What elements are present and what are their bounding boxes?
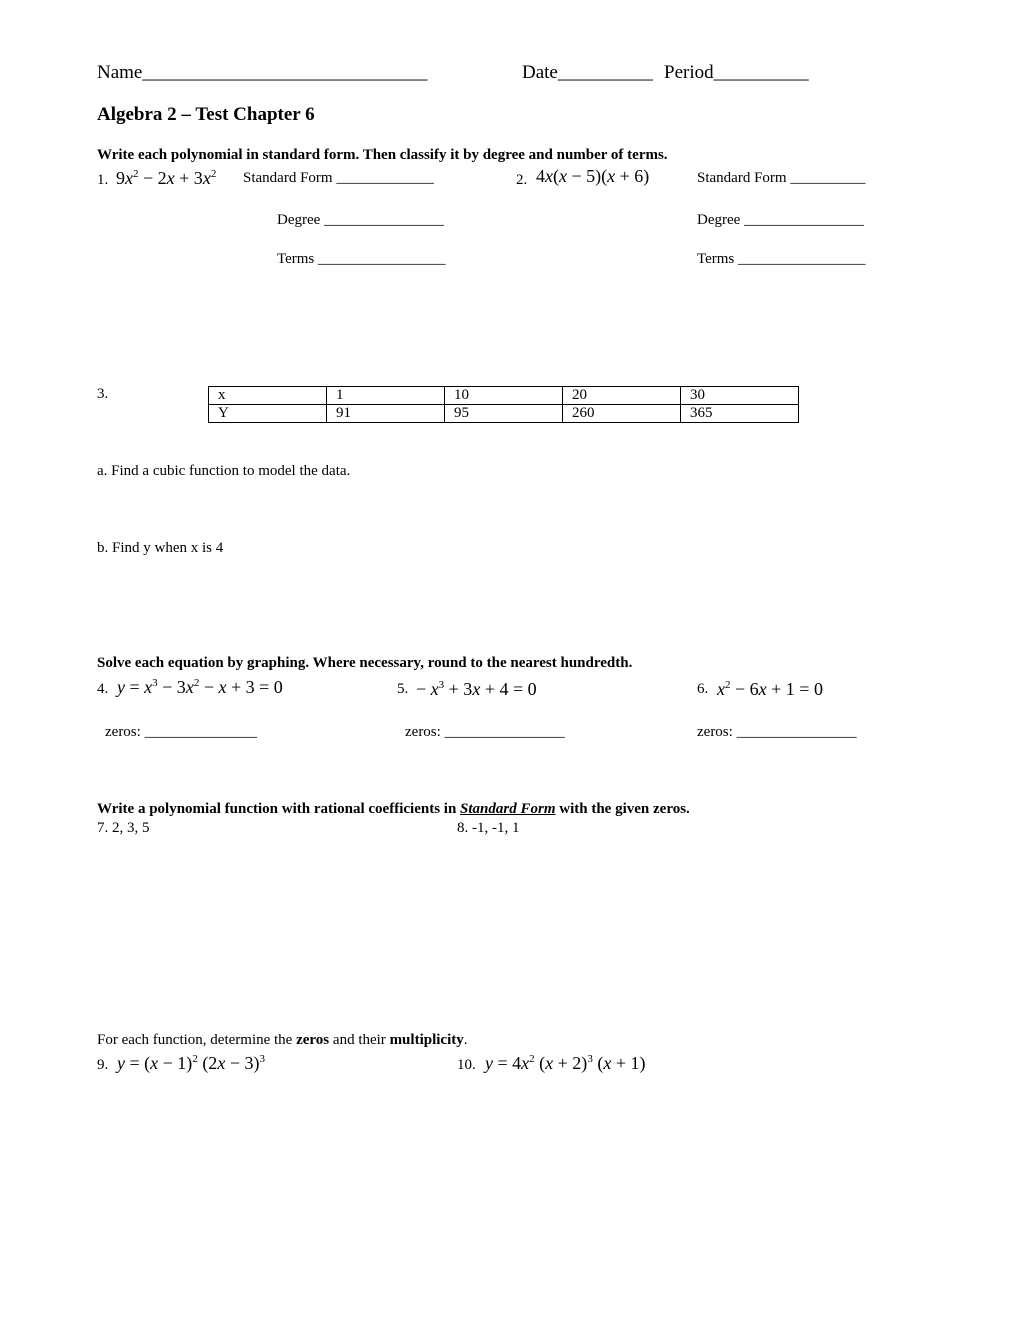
q2-standard-form-field[interactable]: Standard Form __________ <box>697 170 866 186</box>
q3-part-a: a. Find a cubic function to model the data. <box>97 463 351 479</box>
date-field[interactable]: Date__________ <box>522 62 653 83</box>
q10-number: 10. <box>457 1057 476 1073</box>
table-cell: 1 <box>327 387 445 405</box>
table-cell: x <box>209 387 327 405</box>
q9-number: 9. <box>97 1057 109 1073</box>
section5-instruction <box>97 1032 467 1049</box>
q9-function: $y = (x - 1)^2$ $(2x - 3)^3$ <box>117 1053 265 1073</box>
table-cell: 95 <box>445 405 563 423</box>
zeros-emphasis: zeros <box>296 1032 330 1048</box>
instruction-text: For each function, determine the <box>97 1032 293 1048</box>
table-cell: 20 <box>563 387 681 405</box>
q4-number: 4. <box>97 681 109 697</box>
q10-function: $y = 4x^2$ $(x + 2)^3$ (x + 1) <box>485 1053 646 1073</box>
q7-zeros: 7. 2, 3, 5 <box>97 820 150 836</box>
q5-equation: − $x^3 + 3x + 4 = 0$ <box>416 679 537 699</box>
q2-expression: 4x(x − 5)(x + 6) <box>536 166 650 186</box>
instruction-text: with the given zeros. <box>559 801 690 817</box>
instruction-text: Write a polynomial function with rational coefficients in <box>97 801 457 817</box>
q6-number: 6. <box>697 681 709 697</box>
instruction-text: and their <box>332 1032 386 1048</box>
data-table <box>208 386 799 423</box>
instruction-text: . <box>463 1032 468 1048</box>
multiplicity-emphasis: multiplicity <box>389 1032 464 1048</box>
table-cell: 30 <box>681 387 799 405</box>
q2-degree-field[interactable]: Degree ________________ <box>697 212 865 228</box>
table-row <box>209 405 799 423</box>
name-field[interactable]: Name______________________________ <box>97 62 428 83</box>
q1-expression: $9x^2 - 2x + 3x^2$ <box>116 168 217 188</box>
table-cell: 10 <box>445 387 563 405</box>
table-cell: 365 <box>681 405 799 423</box>
q2-terms-field[interactable]: Terms _________________ <box>697 251 866 267</box>
q6-equation: $x^2 - 6x + 1 = 0$ <box>717 679 823 699</box>
period-field[interactable]: Period__________ <box>664 62 809 83</box>
section3-instruction: Solve each equation by graphing. Where necessary, round to the nearest hundredth. <box>97 655 633 671</box>
table-cell: 91 <box>327 405 445 423</box>
q8-zeros: 8. -1, -1, 1 <box>457 820 520 836</box>
q1-standard-form-field[interactable]: Standard Form _____________ <box>243 170 434 186</box>
page-title: Algebra 2 – Test Chapter 6 <box>97 104 315 125</box>
table-cell: 260 <box>563 405 681 423</box>
q3-part-b: b. Find y when x is 4 <box>97 540 224 556</box>
q2-number: 2. <box>516 172 528 188</box>
section1-instruction: Write each polynomial in standard form. Then classify it by degree and number of terms. <box>97 147 668 163</box>
q1-degree-field[interactable]: Degree ________________ <box>277 212 445 228</box>
q1-number: 1. <box>97 172 109 188</box>
q3-number: 3. <box>97 386 109 402</box>
table-cell: Y <box>209 405 327 423</box>
section4-instruction <box>97 801 690 818</box>
q1-terms-field[interactable]: Terms _________________ <box>277 251 446 267</box>
q5-number: 5. <box>397 681 409 697</box>
q6-zeros-field[interactable]: zeros: ________________ <box>697 724 857 740</box>
standard-form-emphasis: Standard Form <box>460 801 556 817</box>
table-row <box>209 387 799 405</box>
q4-zeros-field[interactable]: zeros: _______________ <box>105 724 258 740</box>
q5-zeros-field[interactable]: zeros: ________________ <box>405 724 565 740</box>
q4-equation: $y = x^3 - 3x^2 - x + 3 = 0$ <box>117 677 283 697</box>
